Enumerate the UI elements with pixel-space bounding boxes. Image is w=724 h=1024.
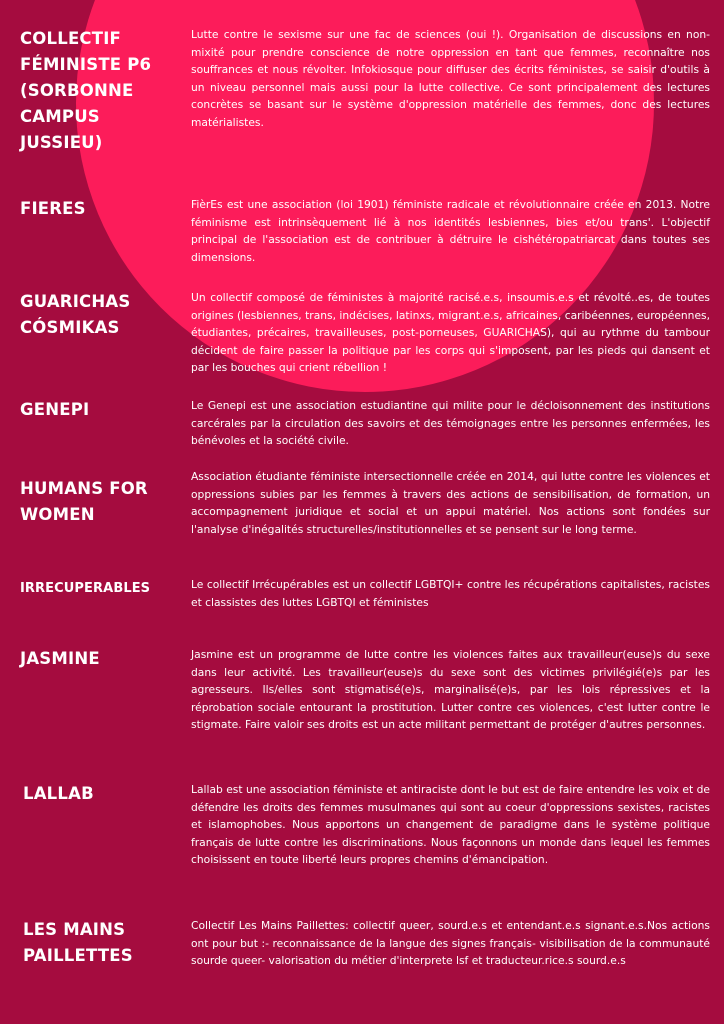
organization-name: COLLECTIF FÉMINISTE P6 (SORBONNE CAMPUS JUSSIEU) [20, 29, 152, 152]
organization-description: Le collectif Irrécupérables est un collectif LGBTQI+ contre les récupérations capitalistes, racistes et classistes des luttes LGBTQI et féministes [191, 578, 710, 609]
organization-name: JASMINE [20, 649, 100, 668]
organization-name: LALLAB [23, 784, 94, 803]
organization-description: Lutte contre le sexisme sur une fac de sciences (oui !). Organisation de discussions en non-mixité pour prendre conscience de notre oppression en tant que femmes, reconnaître nos souffrances et nous révolter. Infokiosque pour diffuser des écrits féministes, se saisir d'outils à un niveau personnel mais aussi pour la lutte collective. Ce sont principalement des lectures concrètes se basant sur le système d'oppression matérielle des femmes, donc des lectures matérialistes. [191, 28, 710, 129]
organization-name: GENEPI [20, 400, 90, 419]
organization-description: Collectif Les Mains Paillettes: collectif queer, sourd.e.s et entendant.e.s signant.e.s.Nos actions ont pour but :- reconnaissance de la langue des signes français- visibilisation de la communauté sourde queer- valorisation du métier d'interprete lsf et traducteur.rice.s sourd.e.s [191, 919, 710, 967]
organization-description: FièrEs est une association (loi 1901) féministe radicale et révolutionnaire créée en 2013. Notre féminisme est intrinsèquement lié à nos identités lesbiennes, bies et/ou trans'. L'objectif principal de l'association est de contribuer à détruire le cishétéropatriarcat dans toutes ses dimensions. [191, 198, 710, 264]
organization-description: Lallab est une association féministe et antiraciste dont le but est de faire entendre les voix et de défendre les droits des femmes musulmanes qui sont au coeur d'oppressions sexistes, racistes et islamophobes. Nous apportons un changement de paradigme dans le système politique français de lutte contre les discriminations. Nous façonnons un monde dans lequel les femmes choisissent en toute liberté leurs propres chemins d'émancipation. [191, 783, 710, 866]
organization-description: Un collectif composé de féministes à majorité racisé.e.s, insoumis.e.s et révolté..es, de toutes origines (lesbiennes, trans, indécises, latinxs, migrant.e.s, africaines, caribéennes, européennes, étudiantes, précaires, travailleuses, post-porneuses, GUARICHAS), qui au rythme du tambour décident de faire passer la politique par les corps qui s'imposent, par les pieds qui dansent et par les bouches qui crient rébellion ! [191, 291, 710, 374]
organization-description: Association étudiante féministe intersectionnelle créée en 2014, qui lutte contre les violences et oppressions subies par les femmes à travers des actions de sensibilisation, de formation, un accompagnement juridique et social et un appui matériel. Nos actions sont fondées sur l'analyse d'inégalités structurelles/institutionnelles et se pensent sur le long terme. [191, 470, 710, 536]
organization-description: Le Genepi est une association estudiantine qui milite pour le décloisonnement des institutions carcérales par la circulation des savoirs et des témoignages entre les personnes enfermées, les bénévoles et la société civile. [191, 399, 710, 447]
organization-name: IRRECUPERABLES [20, 581, 151, 596]
organization-name: HUMANS FOR WOMEN [20, 479, 148, 524]
organization-name: FIERES [20, 199, 86, 218]
organization-description: Jasmine est un programme de lutte contre les violences faites aux travailleur(euse)s du sexe dans leur activité. Les travailleur(euse)s du sexe sont des victimes privilégié(e)s par les agresseurs. Ils/elles sont stigmatisé(e)s, marginalisé(e)s, par les lois répressives et la réprobation sociale entourant la prostitution. Lutter contre ces violences, c'est lutter contre le stigmate. Faire valoir ses droits est un acte militant permettant de protéger d'autres personnes. [191, 648, 710, 731]
organization-name: LES MAINS PAILLETTES [23, 920, 133, 965]
organization-name: GUARICHAS CÓSMIKAS [20, 292, 131, 337]
